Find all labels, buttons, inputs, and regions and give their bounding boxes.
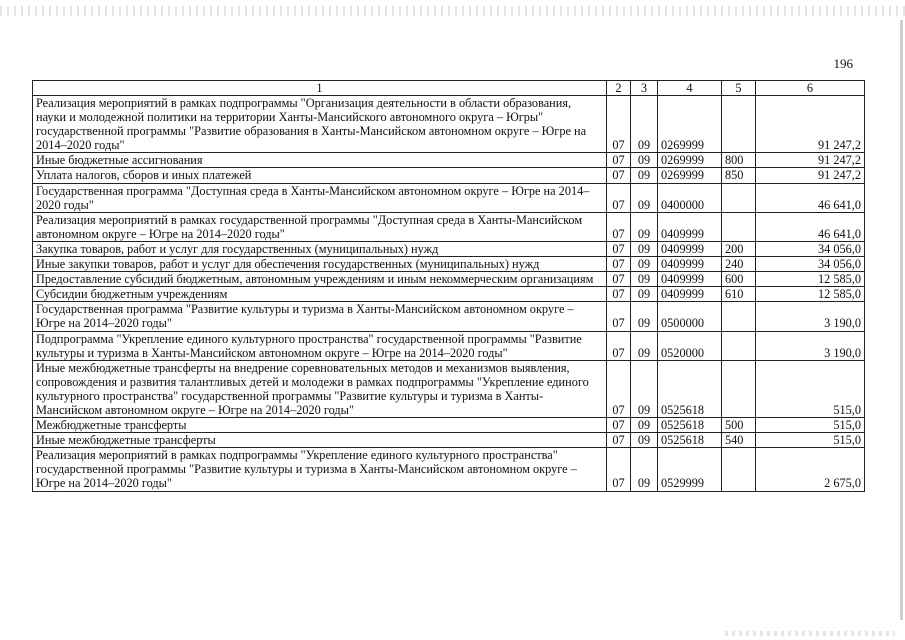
row-name: Иные межбюджетные трансферты	[33, 433, 607, 448]
header-cell-name: 1	[33, 81, 607, 96]
row-name: Иные бюджетные ассигнования	[33, 153, 607, 168]
table-row	[33, 331, 865, 360]
table-row	[33, 257, 865, 272]
row-section: 07	[607, 287, 631, 302]
row-target-article: 0529999	[658, 448, 722, 491]
row-target-article: 0500000	[658, 302, 722, 331]
row-expense-type: 610	[722, 287, 756, 302]
row-section: 07	[607, 257, 631, 272]
row-amount: 12 585,0	[756, 287, 865, 302]
row-target-article: 0409999	[658, 272, 722, 287]
row-target-article: 0269999	[658, 96, 722, 153]
row-name: Реализация мероприятий в рамках государственной программы "Доступная среда в Ханты-Мансийском автономном округе – Югре на 2014–2020 годы"	[33, 212, 607, 241]
row-expense-type	[722, 448, 756, 491]
row-section: 07	[607, 448, 631, 491]
row-expense-type: 850	[722, 168, 756, 183]
row-subsection: 09	[631, 241, 658, 256]
row-expense-type	[722, 96, 756, 153]
row-name: Подпрограмма "Укрепление единого культурного пространства" государственной программы "Развитие культуры и туризма в Ханты-Мансийском автономном округе – Югре на 2014–2020 годы"	[33, 331, 607, 360]
header-cell-amount: 6	[756, 81, 865, 96]
table-row	[33, 168, 865, 183]
row-subsection: 09	[631, 331, 658, 360]
table-row	[33, 183, 865, 212]
row-expense-type	[722, 302, 756, 331]
row-expense-type: 240	[722, 257, 756, 272]
row-subsection: 09	[631, 272, 658, 287]
row-section: 07	[607, 272, 631, 287]
scan-bottom-edge	[725, 631, 895, 636]
row-expense-type	[722, 331, 756, 360]
row-target-article: 0409999	[658, 241, 722, 256]
row-expense-type	[722, 183, 756, 212]
row-target-article: 0409999	[658, 212, 722, 241]
row-subsection: 09	[631, 153, 658, 168]
row-amount: 515,0	[756, 418, 865, 433]
row-target-article: 0525618	[658, 418, 722, 433]
row-section: 07	[607, 433, 631, 448]
row-amount: 12 585,0	[756, 272, 865, 287]
row-section: 07	[607, 168, 631, 183]
row-target-article: 0409999	[658, 287, 722, 302]
row-target-article: 0409999	[658, 257, 722, 272]
table-row	[33, 272, 865, 287]
table-row	[33, 418, 865, 433]
table-row	[33, 287, 865, 302]
header-cell-expense-type: 5	[722, 81, 756, 96]
page-number: 196	[833, 56, 853, 71]
row-name: Уплата налогов, сборов и иных платежей	[33, 168, 607, 183]
row-name: Закупка товаров, работ и услуг для государственных (муниципальных) нужд	[33, 241, 607, 256]
table-row	[33, 241, 865, 256]
row-amount: 46 641,0	[756, 212, 865, 241]
row-subsection: 09	[631, 302, 658, 331]
row-target-article: 0269999	[658, 168, 722, 183]
row-expense-type	[722, 212, 756, 241]
budget-table	[32, 80, 865, 492]
table-row	[33, 360, 865, 417]
scan-top-edge	[0, 6, 905, 16]
row-section: 07	[607, 331, 631, 360]
scan-right-edge	[900, 20, 903, 620]
row-section: 07	[607, 212, 631, 241]
row-section: 07	[607, 183, 631, 212]
row-amount: 46 641,0	[756, 183, 865, 212]
row-target-article: 0520000	[658, 331, 722, 360]
row-subsection: 09	[631, 257, 658, 272]
row-section: 07	[607, 96, 631, 153]
row-section: 07	[607, 360, 631, 417]
row-target-article: 0525618	[658, 433, 722, 448]
row-section: 07	[607, 241, 631, 256]
row-amount: 34 056,0	[756, 257, 865, 272]
row-section: 07	[607, 153, 631, 168]
row-expense-type: 200	[722, 241, 756, 256]
row-subsection: 09	[631, 360, 658, 417]
row-amount: 515,0	[756, 360, 865, 417]
header-cell-section: 2	[607, 81, 631, 96]
row-amount: 91 247,2	[756, 153, 865, 168]
row-name: Иные закупки товаров, работ и услуг для обеспечения государственных (муниципальных) нужд	[33, 257, 607, 272]
row-amount: 2 675,0	[756, 448, 865, 491]
row-name: Субсидии бюджетным учреждениям	[33, 287, 607, 302]
row-amount: 515,0	[756, 433, 865, 448]
row-name: Межбюджетные трансферты	[33, 418, 607, 433]
table-row	[33, 433, 865, 448]
header-cell-subsection: 3	[631, 81, 658, 96]
row-subsection: 09	[631, 96, 658, 153]
row-section: 07	[607, 302, 631, 331]
row-name: Государственная программа "Развитие культуры и туризма в Ханты-Мансийском автономном округе – Югре на 2014–2020 годы"	[33, 302, 607, 331]
row-subsection: 09	[631, 287, 658, 302]
row-amount: 3 190,0	[756, 331, 865, 360]
row-expense-type: 540	[722, 433, 756, 448]
row-amount: 34 056,0	[756, 241, 865, 256]
row-name: Государственная программа "Доступная среда в Ханты-Мансийском автономном округе – Югре на 2014–2020 годы"	[33, 183, 607, 212]
row-subsection: 09	[631, 418, 658, 433]
row-expense-type: 800	[722, 153, 756, 168]
row-subsection: 09	[631, 183, 658, 212]
table-row	[33, 96, 865, 153]
row-target-article: 0400000	[658, 183, 722, 212]
row-amount: 3 190,0	[756, 302, 865, 331]
row-subsection: 09	[631, 212, 658, 241]
row-subsection: 09	[631, 448, 658, 491]
row-expense-type	[722, 360, 756, 417]
table-row	[33, 302, 865, 331]
row-name: Предоставление субсидий бюджетным, автономным учреждениям и иным некоммерческим организациям	[33, 272, 607, 287]
row-section: 07	[607, 418, 631, 433]
table-row	[33, 153, 865, 168]
table-row	[33, 448, 865, 491]
row-name: Реализация мероприятий в рамках подпрограммы "Укрепление единого культурного пространства" государственной программы "Развитие культуры и туризма в Ханты-Мансийском автономном округе – Югре на 2014–2020 годы"	[33, 448, 607, 491]
row-expense-type: 500	[722, 418, 756, 433]
row-target-article: 0269999	[658, 153, 722, 168]
row-target-article: 0525618	[658, 360, 722, 417]
row-name: Иные межбюджетные трансферты на внедрение соревновательных методов и механизмов выявления, сопровождения и развития талантливых детей и молодежи в рамках подпрограммы "Укрепление единого культурного пространства" государственной программы "Развитие культуры и туризма в Ханты-Мансийском автономном округе – Югре на 2014–2020 годы"	[33, 360, 607, 417]
row-amount: 91 247,2	[756, 96, 865, 153]
row-subsection: 09	[631, 168, 658, 183]
table-header-row	[33, 81, 865, 96]
row-name: Реализация мероприятий в рамках подпрограммы "Организация деятельности в области образования, науки и молодежной политики на территории Ханты-Мансийского автономного округа – Югры" государственной программы "Развитие образования в Ханты-Мансийском автономном округе – Югре на 2014–2020 годы"	[33, 96, 607, 153]
row-amount: 91 247,2	[756, 168, 865, 183]
table-row	[33, 212, 865, 241]
row-expense-type: 600	[722, 272, 756, 287]
table-body	[33, 96, 865, 492]
row-subsection: 09	[631, 433, 658, 448]
header-cell-target-article: 4	[658, 81, 722, 96]
